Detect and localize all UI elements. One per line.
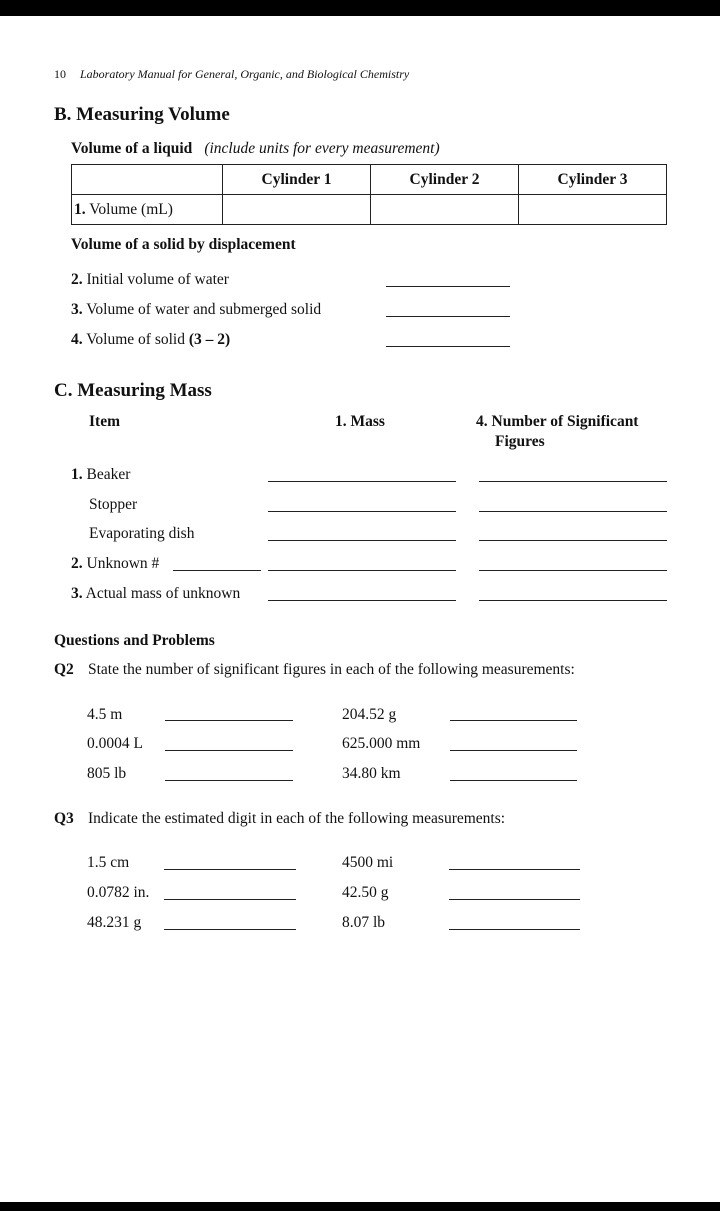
- solid-item-2: [71, 271, 229, 289]
- questions-heading: Questions and Problems: [54, 632, 215, 649]
- q3-answer-line[interactable]: [449, 869, 580, 870]
- item-label: Volume of solid: [82, 331, 189, 348]
- solid-heading: Volume of a solid by displacement: [71, 236, 296, 253]
- solid-item-3: [71, 301, 321, 319]
- sigfig-line-unknown[interactable]: [479, 570, 667, 571]
- col-sigfig-header-line1: 4. Number of Significant: [476, 413, 639, 430]
- mass-row-beaker: [71, 466, 130, 484]
- q2-answer-line[interactable]: [165, 720, 293, 721]
- row-number: 2.: [71, 555, 83, 572]
- q3-item: 42.50 g: [342, 884, 389, 901]
- section-c-title: C. Measuring Mass: [54, 380, 212, 401]
- page-number: 10: [54, 67, 66, 81]
- q3-text: Indicate the estimated digit in each of the following measurements:: [88, 810, 506, 827]
- solid-item-4: [71, 331, 230, 349]
- volume-table-header: [72, 165, 667, 195]
- q2-text: State the number of significant figures in each of the following measurements:: [88, 661, 575, 678]
- mass-row-actual-unknown: [71, 585, 240, 603]
- mass-line-stopper[interactable]: [268, 511, 456, 512]
- liquid-note: (include units for every measurement): [204, 140, 440, 157]
- sigfig-line-beaker[interactable]: [479, 481, 667, 482]
- q2-item: 805 lb: [87, 765, 127, 782]
- row-label: Actual mass of unknown: [82, 585, 241, 602]
- q3-answer-line[interactable]: [449, 929, 580, 930]
- item-number: 3.: [71, 301, 83, 318]
- col-sigfig-header-line2: Figures: [495, 433, 545, 450]
- unknown-number-line[interactable]: [173, 570, 261, 571]
- q3-answer-line[interactable]: [164, 929, 296, 930]
- q3-answer-line[interactable]: [449, 899, 580, 900]
- q3-item: 8.07 lb: [342, 914, 386, 931]
- item-label: Volume of water and submerged solid: [82, 301, 322, 318]
- row-number: 3.: [71, 585, 83, 602]
- sigfig-line-actual-unknown[interactable]: [479, 600, 667, 601]
- item-number: 4.: [71, 331, 83, 348]
- mass-row-evaporating-dish: Evaporating dish: [89, 525, 195, 542]
- q2-label: Q2: [54, 661, 74, 678]
- q2-item: 0.0004 L: [87, 735, 143, 752]
- volume-row-number: 1.: [74, 200, 86, 218]
- bottom-black-bar: [0, 1202, 720, 1211]
- mass-line-unknown[interactable]: [268, 570, 456, 571]
- liquid-heading: Volume of a liquid: [71, 140, 193, 157]
- cell-cylinder-2[interactable]: [371, 195, 519, 225]
- top-black-bar: [0, 0, 720, 16]
- volume-row-label: [72, 195, 223, 225]
- mass-row-unknown: [71, 555, 159, 573]
- col-cylinder-1: Cylinder 1: [223, 165, 371, 195]
- answer-line-water-and-solid[interactable]: [386, 316, 510, 317]
- mass-line-beaker[interactable]: [268, 481, 456, 482]
- row-label: Beaker: [82, 466, 131, 483]
- liquid-heading-row: [71, 140, 440, 158]
- mass-row-stopper: Stopper: [89, 496, 138, 513]
- q3-answer-line[interactable]: [164, 869, 296, 870]
- q2-answer-line[interactable]: [450, 750, 577, 751]
- q2-item: 204.52 g: [342, 706, 397, 723]
- col-cylinder-3: Cylinder 3: [519, 165, 667, 195]
- row-number: 1.: [71, 466, 83, 483]
- q2-answer-line[interactable]: [450, 780, 577, 781]
- item-label: Initial volume of water: [82, 271, 229, 288]
- volume-table-corner: [72, 165, 223, 195]
- answer-line-initial-volume[interactable]: [386, 286, 510, 287]
- answer-line-volume-of-solid[interactable]: [386, 346, 510, 347]
- cell-cylinder-1[interactable]: [223, 195, 371, 225]
- mass-line-evaporating-dish[interactable]: [268, 540, 456, 541]
- cell-cylinder-3[interactable]: [519, 195, 667, 225]
- row-label: Unknown #: [82, 555, 160, 572]
- volume-table-row: [72, 195, 667, 225]
- sigfig-line-stopper[interactable]: [479, 511, 667, 512]
- q3-item: 48.231 g: [87, 914, 142, 931]
- q3-label: Q3: [54, 810, 74, 827]
- q3-item: 1.5 cm: [87, 854, 130, 871]
- q2-answer-line[interactable]: [165, 780, 293, 781]
- item-number: 2.: [71, 271, 83, 288]
- q3-item: 0.0782 in.: [87, 884, 150, 901]
- sigfig-line-evaporating-dish[interactable]: [479, 540, 667, 541]
- col-item-header: Item: [89, 413, 120, 430]
- volume-row-text: Volume (mL): [85, 200, 173, 218]
- mass-line-actual-unknown[interactable]: [268, 600, 456, 601]
- col-cylinder-2: Cylinder 2: [371, 165, 519, 195]
- q2-item: 4.5 m: [87, 706, 123, 723]
- q2-answer-line[interactable]: [165, 750, 293, 751]
- col-mass-header: 1. Mass: [335, 413, 385, 430]
- volume-table: [71, 164, 667, 225]
- item-formula: (3 – 2): [188, 331, 231, 348]
- q2-answer-line[interactable]: [450, 720, 577, 721]
- q3-item: 4500 mi: [342, 854, 394, 871]
- book-title: Laboratory Manual for General, Organic, and Biological Chemistry: [80, 67, 410, 81]
- section-b-title: B. Measuring Volume: [54, 104, 230, 125]
- q2-item: 625.000 mm: [342, 735, 421, 752]
- q2-item: 34.80 km: [342, 765, 401, 782]
- q3-answer-line[interactable]: [164, 899, 296, 900]
